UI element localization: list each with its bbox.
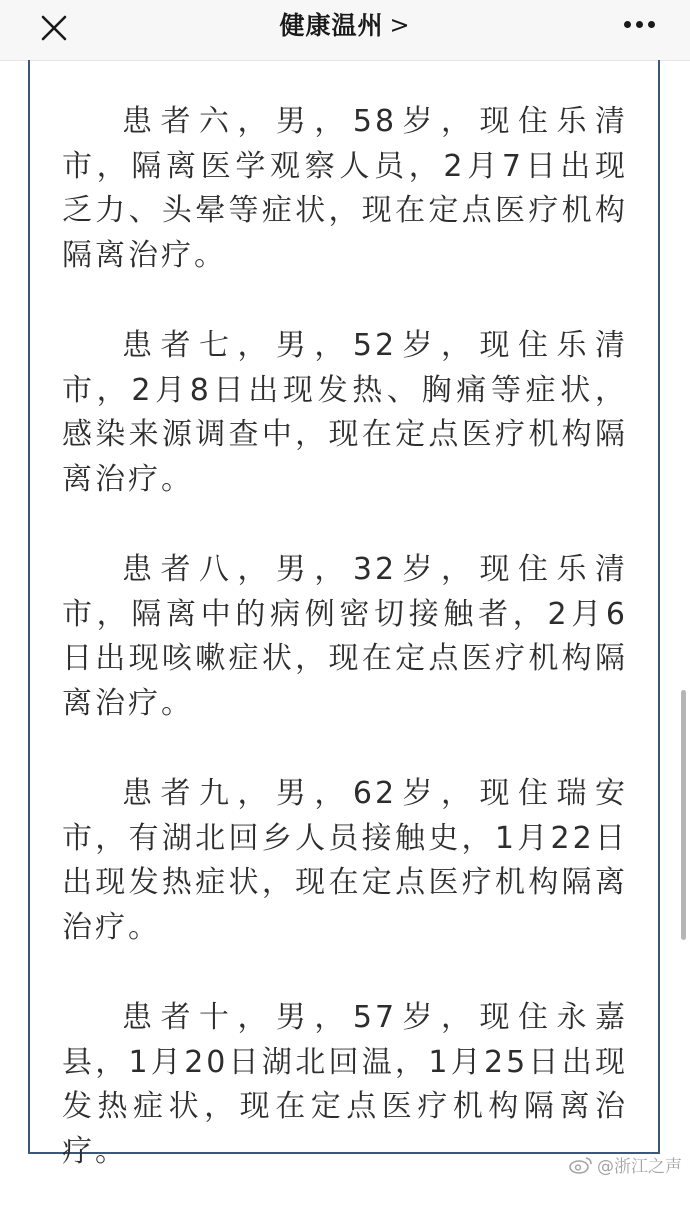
article-body [62,100,628,1220]
watermark-text: @浙江之声 [597,1152,682,1177]
chevron-right-icon: > [389,8,410,42]
patient-paragraph: 患者八，男，32岁，现住乐清市，隔离中的病例密切接触者，2月6日出现咳嗽症状，现在定点医疗机构隔离治疗。 [62,548,628,726]
weibo-watermark [569,1152,682,1177]
patient-paragraph: 患者十，男，57岁，现住永嘉县，1月20日湖北回温，1月25日出现发热症状，现在定点医疗机构隔离治疗。 [62,996,628,1174]
patient-paragraph: 患者九，男，62岁，现住瑞安市，有湖北回乡人员接触史，1月22日出现发热症状，现在定点医疗机构隔离治疗。 [62,772,628,950]
more-options-button[interactable] [622,18,658,34]
vertical-scrollbar[interactable] [681,690,686,940]
more-dot [636,21,643,28]
patient-paragraph: 患者七，男，52岁，现住乐清市，2月8日出现发热、胸痛等症状，感染来源调查中，现在定点医疗机构隔离治疗。 [62,324,628,502]
top-navigation-bar [0,0,690,61]
patient-paragraph: 患者六，男，58岁，现住乐清市，隔离医学观察人员，2月7日出现乏力、头晕等症状，现在定点医疗机构隔离治疗。 [62,100,628,278]
more-dot [648,21,655,28]
account-title-link[interactable] [0,8,690,43]
page-title: 健康温州 [279,11,383,40]
weibo-icon [569,1156,593,1174]
more-dots-icon [624,21,631,28]
